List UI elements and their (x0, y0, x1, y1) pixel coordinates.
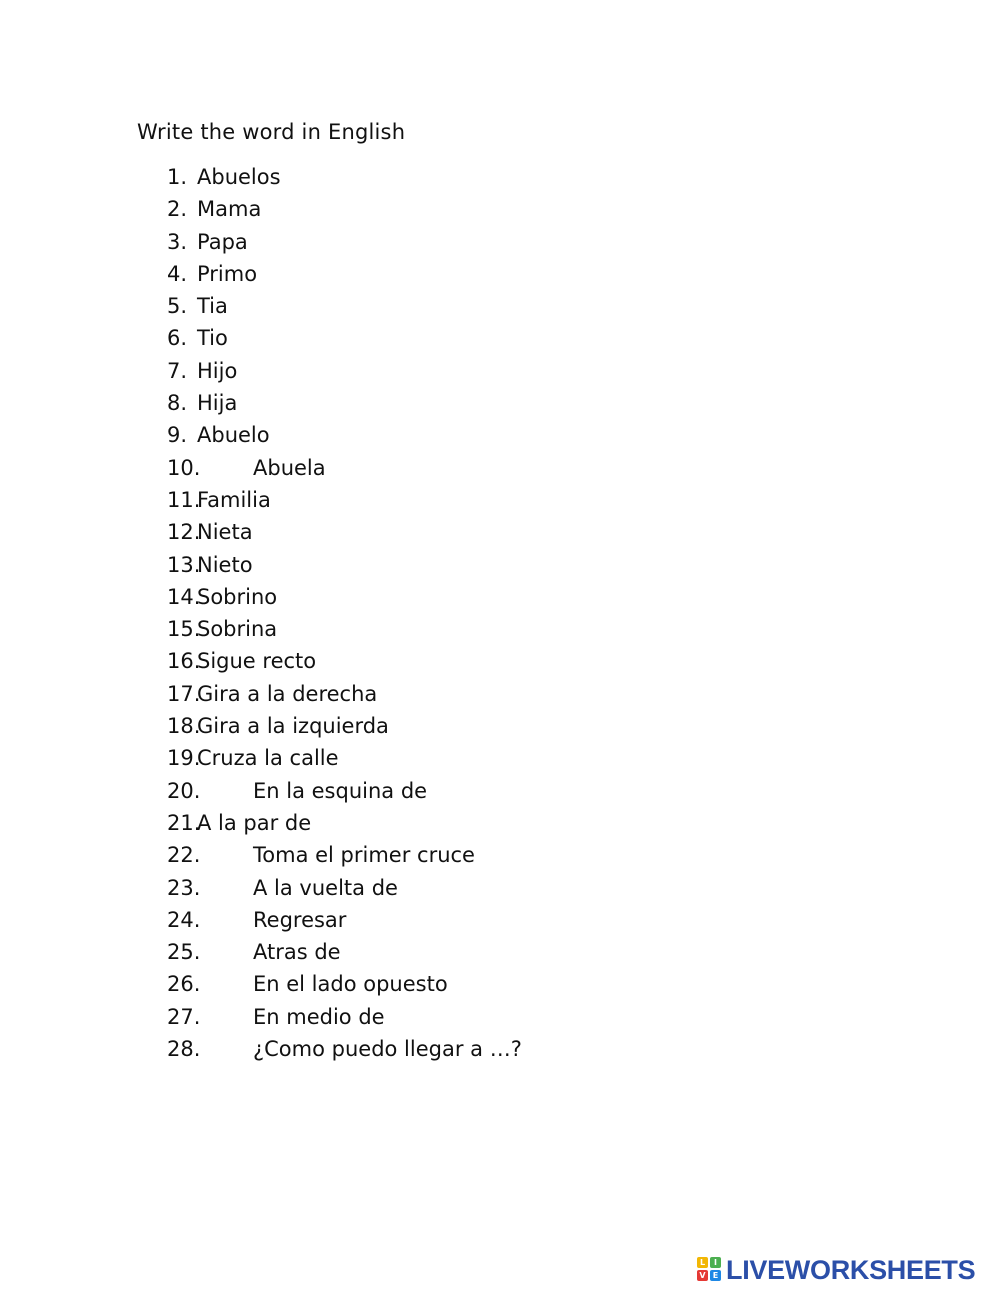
item-number: 12. (167, 520, 201, 545)
item-word: Tio (197, 326, 228, 351)
item-word: A la vuelta de (253, 875, 398, 900)
item-number: 7. (167, 358, 188, 383)
item-number: 17. (167, 681, 201, 706)
item-number: 21. (167, 810, 201, 835)
item-number: 4. (167, 261, 188, 286)
liveworksheets-logo-icon (697, 1257, 723, 1283)
item-word: Abuelo (197, 423, 270, 448)
item-word: Nieto (197, 552, 253, 577)
item-word: ¿Como puedo llegar a …? (253, 1037, 522, 1062)
item-word: Gira a la izquierda (197, 714, 389, 739)
item-number: 27. (167, 1004, 201, 1029)
item-word: Cruza la calle (197, 746, 339, 771)
item-number: 28. (167, 1037, 201, 1062)
item-word: Sigue recto (197, 649, 317, 674)
item-word: Abuela (253, 455, 326, 480)
item-word: Primo (197, 261, 258, 286)
item-word: Mama (197, 197, 262, 222)
logo-mark-tile: L (697, 1257, 708, 1268)
item-number: 11. (167, 487, 201, 512)
item-number: 1. (167, 165, 188, 189)
item-word: Hijo (197, 358, 238, 383)
item-word: Papa (197, 229, 248, 254)
item-number: 2. (167, 197, 188, 222)
item-word: En medio de (253, 1004, 385, 1029)
item-number: 3. (167, 229, 188, 254)
logo-mark-tile: I (710, 1257, 721, 1268)
item-word: A la par de (197, 810, 312, 835)
item-number: 20. (167, 778, 201, 803)
item-word: Sobrina (197, 617, 278, 642)
item-number: 22. (167, 843, 201, 868)
item-number: 9. (167, 423, 188, 448)
item-number: 24. (167, 907, 201, 932)
item-word: Nieta (197, 520, 253, 545)
item-number: 15. (167, 617, 201, 642)
item-word: Atras de (253, 940, 341, 965)
item-number: 10. (167, 455, 201, 480)
item-number: 5. (167, 294, 188, 319)
item-number: 26. (167, 972, 201, 997)
item-word: Gira a la derecha (197, 681, 378, 706)
item-word: Toma el primer cruce (253, 843, 475, 868)
item-number: 6. (167, 326, 188, 351)
logo-mark-tile: V (697, 1270, 708, 1281)
item-number: 23. (167, 875, 201, 900)
item-word: Regresar (253, 907, 347, 932)
item-word: Hija (197, 391, 238, 416)
item-number: 19. (167, 746, 201, 771)
item-word: Abuelos (197, 165, 281, 189)
item-number: 13. (167, 552, 201, 577)
item-word: Sobrino (197, 584, 278, 609)
item-number: 8. (167, 391, 188, 416)
item-word: En la esquina de (253, 778, 428, 803)
item-number: 18. (167, 714, 201, 739)
item-number: 25. (167, 940, 201, 965)
liveworksheets-logo (697, 1256, 975, 1284)
logo-mark-tile: E (710, 1270, 721, 1281)
item-word: Familia (197, 487, 271, 512)
item-word: Tia (197, 294, 228, 319)
item-number: 14. (167, 584, 201, 609)
logo-text: LIVEWORKSHEETS (726, 1255, 976, 1285)
item-word: En el lado opuesto (253, 972, 448, 997)
page-title: Write the word in English (137, 120, 406, 144)
item-number: 16. (167, 649, 201, 674)
